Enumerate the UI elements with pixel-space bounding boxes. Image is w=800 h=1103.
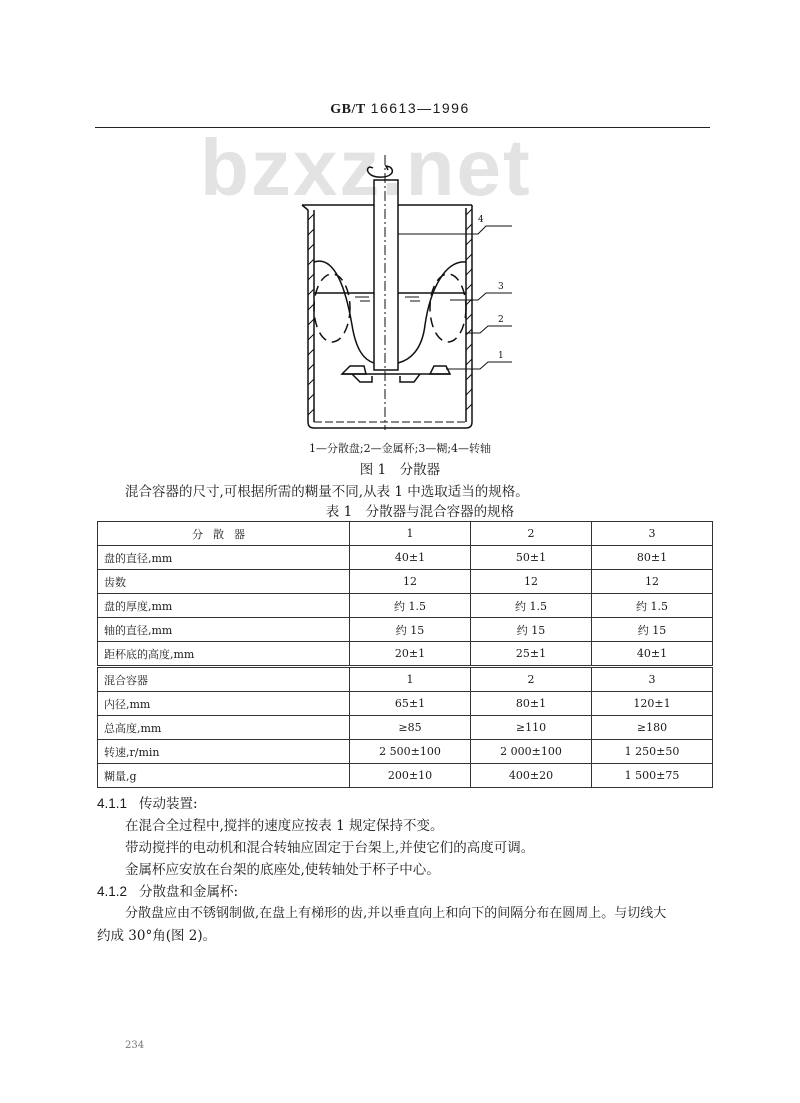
section-title: 传动装置: [139, 796, 198, 812]
standard-number: 16613—1996 [370, 100, 470, 116]
cell: 25±1 [471, 642, 592, 666]
cell: 200±10 [350, 764, 471, 788]
cell: 约 1.5 [471, 594, 592, 618]
cell: 40±1 [592, 642, 713, 666]
section-number: 4.1.2 [97, 884, 128, 899]
row-label: 盘的厚度,mm [98, 594, 350, 618]
cell: 20±1 [350, 642, 471, 666]
figure-legend: 1—分散盘;2—金属杯;3—糊;4—转轴 [308, 442, 492, 455]
row-label: 盘的直径,mm [98, 546, 350, 570]
disperser-diagram-icon [280, 150, 540, 440]
cell: 2 500±100 [350, 740, 471, 764]
row-label: 轴的直径,mm [98, 618, 350, 642]
row-label: 转速,r/min [98, 740, 350, 764]
row-label: 距杯底的高度,mm [98, 642, 350, 666]
section-paragraph: 约成 30°角(图 2)。 [97, 928, 217, 944]
figure-caption: 图 1 分散器 [359, 462, 441, 478]
cell: 2 000±100 [471, 740, 592, 764]
section-4-1-2 [97, 881, 717, 947]
cell: 400±20 [471, 764, 592, 788]
cell: 约 1.5 [592, 594, 713, 618]
table-row [98, 546, 713, 570]
header-cell: 2 [471, 668, 592, 692]
cell: ≥180 [592, 716, 713, 740]
cell: 1 250±50 [592, 740, 713, 764]
table-row [98, 570, 713, 594]
section-4-1-1 [97, 793, 534, 881]
cell: 12 [471, 570, 592, 594]
cell: 80±1 [471, 692, 592, 716]
watermark: bzxz.net [200, 123, 532, 212]
disperser-spec-table [97, 521, 713, 666]
intro-paragraph: 混合容器的尺寸,可根据所需的糊量不同,从表 1 中选取适当的规格。 [125, 484, 529, 500]
row-label: 糊量,g [98, 764, 350, 788]
table-row [98, 642, 713, 666]
table-row [98, 764, 713, 788]
header-cell: 3 [592, 668, 713, 692]
table-row [98, 692, 713, 716]
table-header-row [98, 668, 713, 692]
callout-4: 4 [478, 215, 484, 225]
header-cell: 2 [471, 522, 592, 546]
cell: 50±1 [471, 546, 592, 570]
header-cell: 1 [350, 668, 471, 692]
cell: 12 [592, 570, 713, 594]
cell: 约 15 [471, 618, 592, 642]
section-number: 4.1.1 [97, 796, 128, 811]
header-cell: 混合容器 [98, 668, 350, 692]
page-number: 234 [125, 1040, 145, 1051]
standard-prefix: GB/T [330, 102, 366, 117]
table-caption: 表 1 分散器与混合容器的规格 [325, 504, 515, 520]
table-row [98, 740, 713, 764]
cell: 80±1 [592, 546, 713, 570]
section-paragraph: 在混合全过程中,搅拌的速度应按表 1 规定保持不变。 [125, 818, 444, 834]
section-paragraph: 分散盘应由不锈钢制做,在盘上有梯形的齿,并以垂直向上和向下的间隔分布在圆周上。与切线大 [125, 906, 667, 921]
cell: 120±1 [592, 692, 713, 716]
cell: ≥110 [471, 716, 592, 740]
cell: 1 500±75 [592, 764, 713, 788]
container-spec-table [97, 667, 713, 788]
header-cell: 3 [592, 522, 713, 546]
cell: ≥85 [350, 716, 471, 740]
cell: 40±1 [350, 546, 471, 570]
callout-1: 1 [498, 351, 504, 361]
section-heading [97, 793, 534, 815]
callout-2: 2 [498, 315, 504, 325]
section-title: 分散盘和金属杯: [139, 884, 239, 900]
row-label: 内径,mm [98, 692, 350, 716]
header-cell: 1 [350, 522, 471, 546]
cell: 约 1.5 [350, 594, 471, 618]
table-header-row [98, 522, 713, 546]
document-header [0, 100, 800, 118]
cell: 约 15 [592, 618, 713, 642]
callout-3: 3 [498, 282, 504, 292]
figure-1-disperser-diagram [280, 150, 540, 440]
cell: 65±1 [350, 692, 471, 716]
section-paragraph: 金属杯应安放在台架的底座处,使转轴处于杯子中心。 [125, 862, 440, 878]
table-row [98, 618, 713, 642]
header-cell: 分散器 [98, 522, 350, 546]
table-row [98, 716, 713, 740]
cell: 12 [350, 570, 471, 594]
row-label: 总高度,mm [98, 716, 350, 740]
section-heading [97, 881, 717, 903]
row-label: 齿数 [98, 570, 350, 594]
cell: 约 15 [350, 618, 471, 642]
section-paragraph: 带动搅拌的电动机和混合转轴应固定于台架上,并使它们的高度可调。 [125, 840, 535, 856]
table-row [98, 594, 713, 618]
